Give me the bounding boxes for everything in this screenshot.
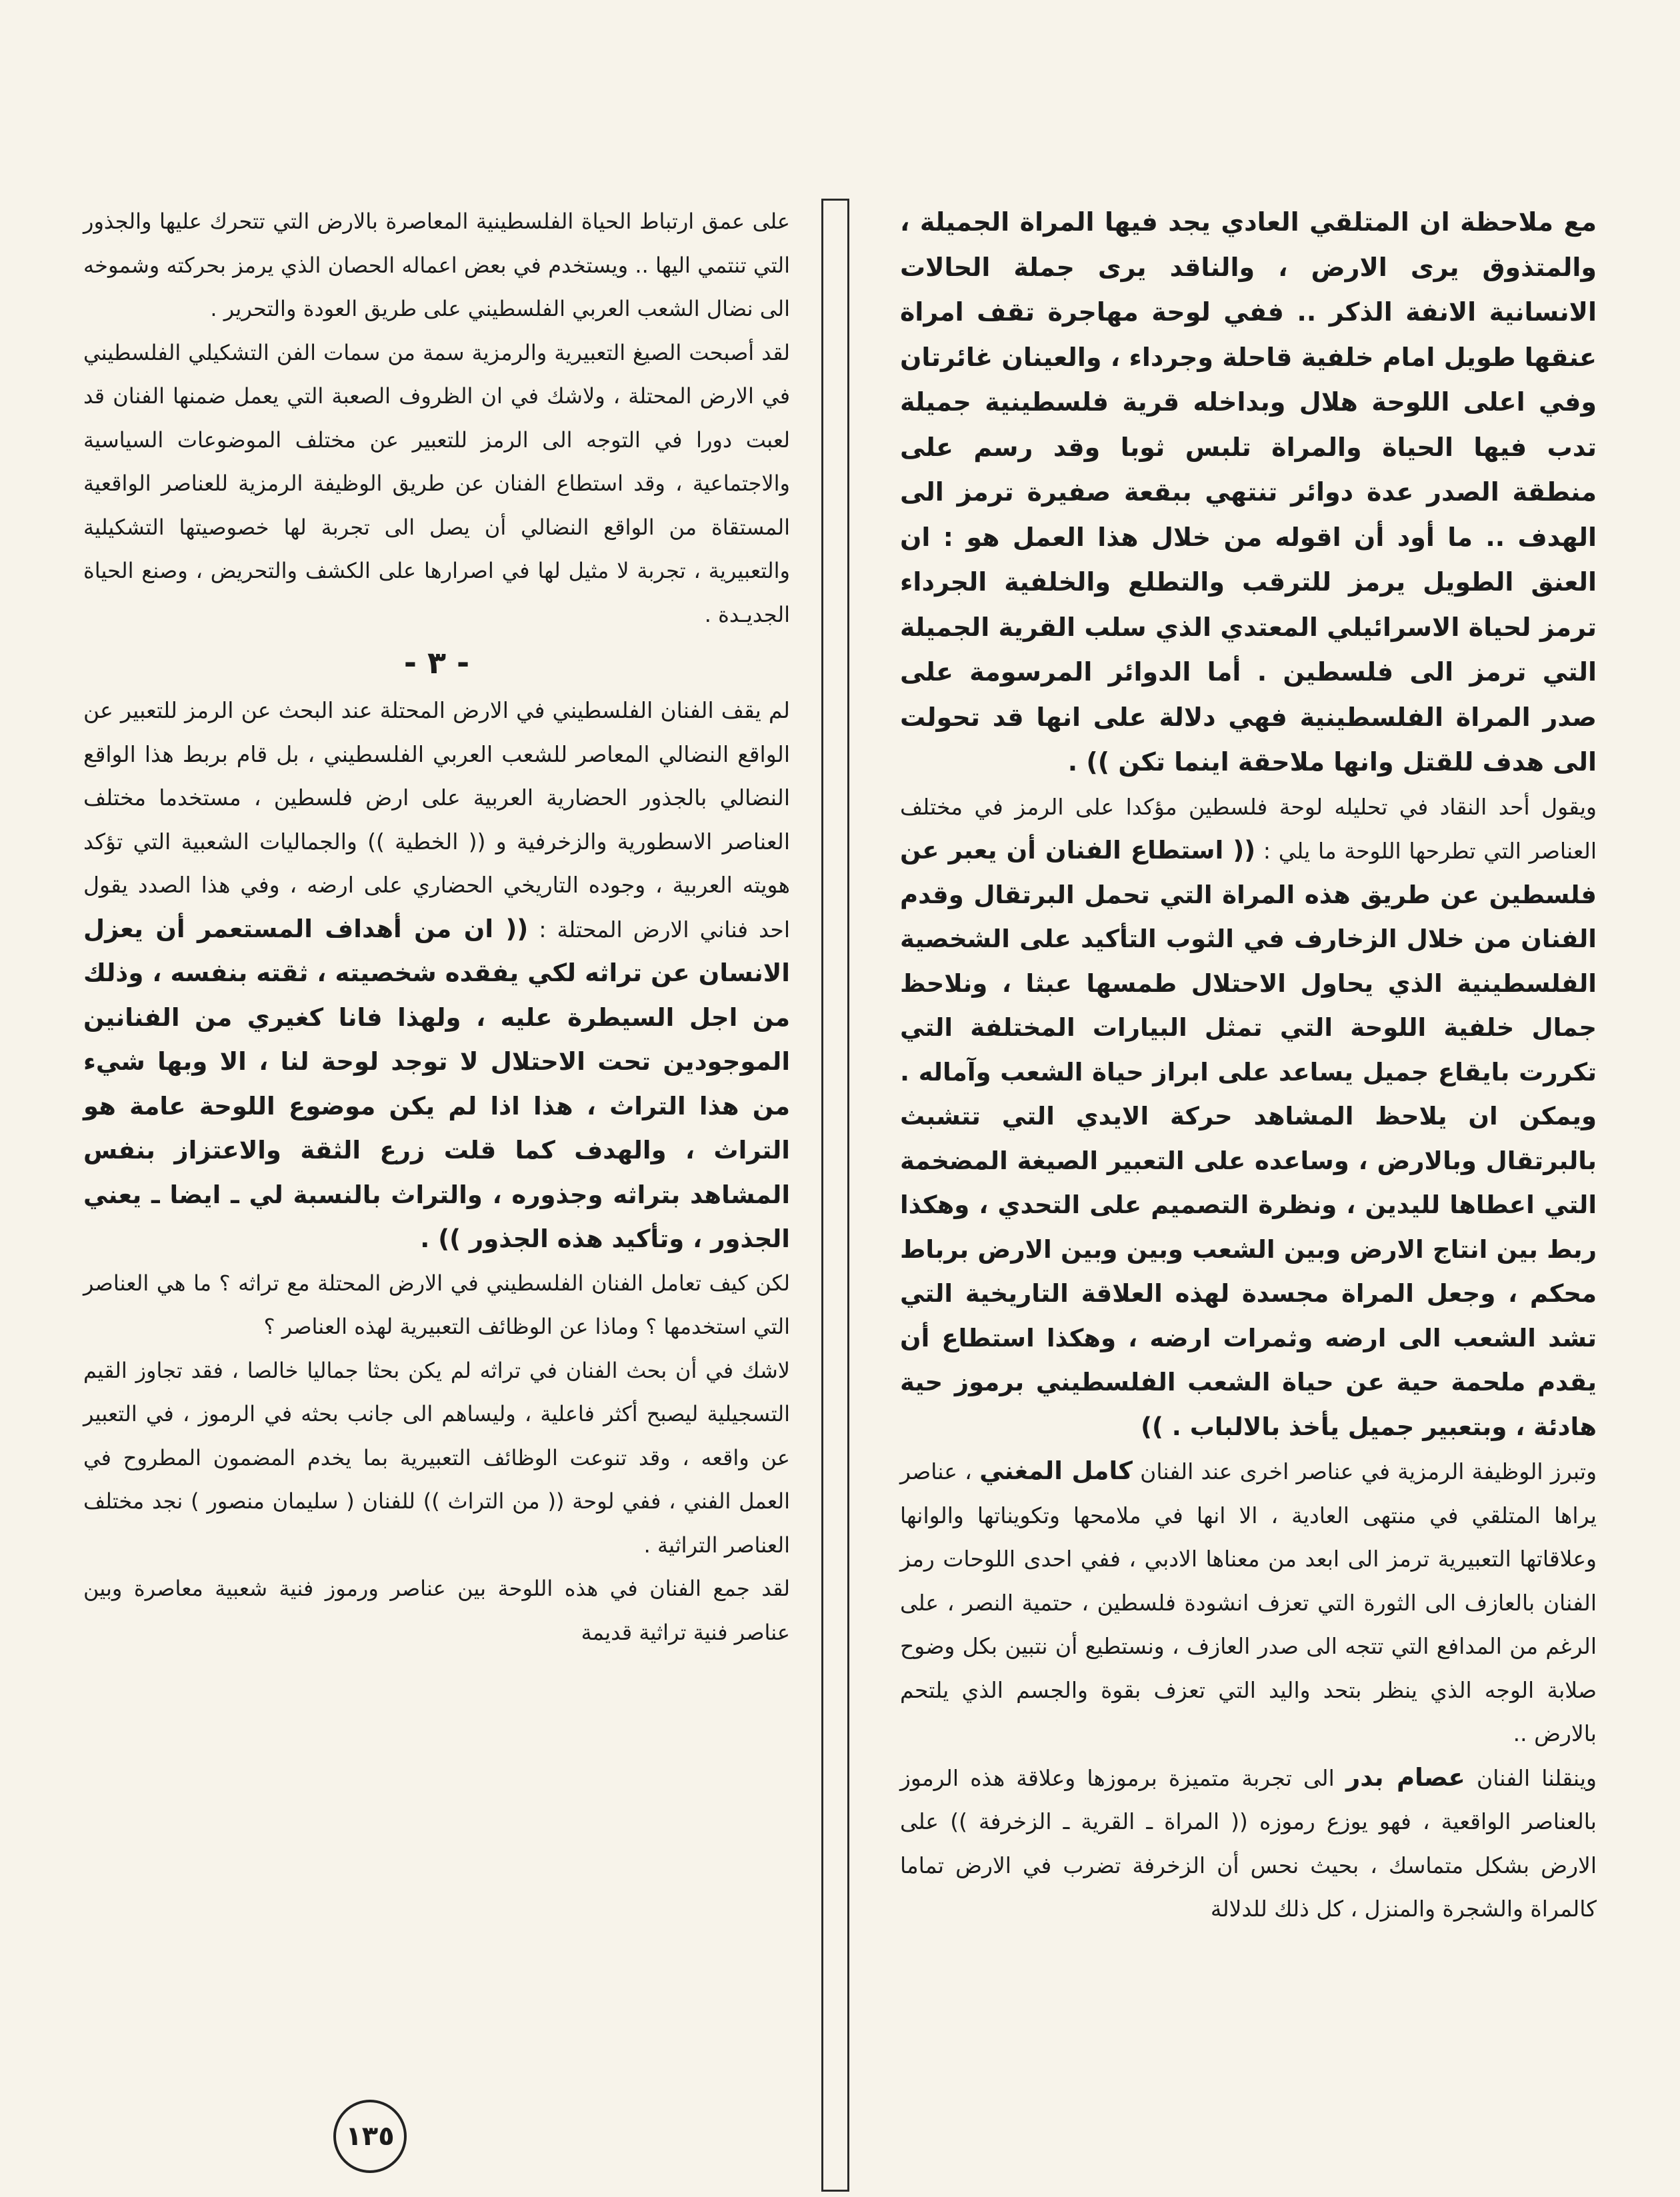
left-paragraph-3-intro: لم يقف الفنان الفلسطيني في الارض المحتلة عند البحث عن الرمز للتعبير عن الواقع النضالي المعاصر للشعب العربي الفلسطيني ، بل قام بربط هذا الواقع النضالي بالجذور الحضارية العربية على ارض فلسطين ، مستخدما مختلف العناصر الاسطورية والزخرفية و (( الخطية )) والجماليات الشعبية التي تؤكد هويته العربية ، وجوده التاريخي الحضاري على ارضه ، وفي هذا الصدد يقول احد فناني الارض المحتلة : — [83, 697, 790, 943]
page-number: ١٣٥ — [333, 2100, 407, 2173]
left-paragraph-2: لقد أصبحت الصيغ التعبيرية والرمزية سمة من سمات الفن التشكيلي الفلسطيني في الارض المحتلة ، ولاشك في ان الظروف الصعبة التي يعمل ضمنها الفنان قد لعبت دورا في التوجه الى الرمز للتعبير عن مختلف الموضوعات السياسية والاجتماعية ، وقد استطاع الفنان عن طريق الوظيفة الرمزية للعناصر الواقعية المستقاة من الواقع النضالي أن يصل الى تجربة لها خصوصيتها التشكيلية والتعبيرية ، تجربة لا مثيل لها في اصرارها على الكشف والتحريض ، وصنع الحياة الجديـدة . — [83, 339, 790, 627]
right-paragraph-4-rest: الى تجربة متميزة برموزها وعلاقة هذه الرموز بالعناصر الواقعية ، فهو يوزع رموزه (( المراة ـ القرية ـ الزخرفة )) على الارض بشكل متماسك ، بحيث نحس أن الزخرفة تضرب في الارض تماما كالمراة والشجرة والمنزل ، كل ذلك للدلالة — [900, 1764, 1597, 1922]
artist-name-issam: عصام بدر — [1345, 1762, 1465, 1792]
right-paragraph-2-quote: (( استطاع الفنان أن يعبر عن فلسطين عن طريق هذه المراة التي تحمل البرتقال وقدم الفنان من خلال الزخارف في الثوب التأكيد على الشخصية الفلسطينية الذي يحاول الاحتلال طمسها عبثا ، ونلاحظ جمال خلفية اللوحة التي تمثل البيارات المختلفة التي تكررت بايقاع جميل يساعد على ابراز حياة الشعب وآماله . ويمكن ان يلاحظ المشاهد حركة الايدي التي تتشبث بالبرتقال وبالارض ، وساعده على التعبير الصيغة المضخمة التي اعطاها لليدين ، ونظرة التصميم على التحدي ، وهكذا ربط بين انتاج الارض وبين الشعب وبين وبين الارض برباط محكم ، وجعل المراة مجسدة لهذه العلاقة التاريخية التي تشد الشعب الى ارضه وثمرات ارضه ، وهكذا استطاع أن يقدم ملحمة حية عن حياة الشعب الفلسطيني برموز حية هادئة ، وبتعبير جميل يأخذ بالالباب . )) — [900, 836, 1597, 1441]
left-paragraph-4: لكن كيف تعامل الفنان الفلسطيني في الارض المحتلة مع تراثه ؟ ما هي العناصر التي استخدمها ؟ وماذا عن الوظائف التعبيرية لهذه العناصر ؟ — [83, 1270, 790, 1339]
column-separator — [821, 199, 849, 2192]
left-paragraph-1: على عمق ارتباط الحياة الفلسطينية المعاصرة بالارض التي تتحرك عليها والجذور التي تنتمي اليها .. ويستخدم في بعض اعماله الحصان الذي يرمز بحركته وشموخه الى نضال الشعب العربي الفلسطيني على طريق العودة والتحرير . — [83, 209, 790, 321]
right-paragraph-2 — [900, 785, 1597, 1450]
left-paragraph-6: لقد جمع الفنان في هذه اللوحة بين عناصر ورموز فنية شعبية معاصرة وبين عناصر فنية تراثية قديمة — [83, 1576, 790, 1645]
left-paragraph-3-quote: (( ان من أهداف المستعمر أن يعزل الانسان عن تراثه لكي يفقده شخصيته ، ثقته بنفسه ، وذلك من اجل السيطرة عليه ، ولهذا فانا كغيري من الفنانين الموجودين تحت الاحتلال لا توجد لوحة لنا ، الا وبها شيء من هذا التراث ، هذا اذا لم يكن موضوع اللوحة عامة هو التراث ، والهدف كما قلت زرع الثقة والاعتزاز بنفس المشاهد بتراثه وجذوره ، والتراث بالنسبة لي ـ ايضا ـ يعني الجذور ، وتأكيد هذه الجذور )) . — [83, 914, 790, 1253]
right-paragraph-3-start: وتبرز الوظيفة الرمزية في عناصر اخرى عند الفنان — [1140, 1458, 1597, 1484]
left-paragraph-5: لاشك في أن بحث الفنان في تراثه لم يكن بحثا جماليا خالصا ، فقد تجاوز القيم التسجيلية ليصبح أكثر فاعلية ، وليساهم الى جانب بحثه في الرموز ، في التعبير عن واقعه ، وقد تنوعت الوظائف التعبيرية بما يخدم المضمون المطروح في العمل الفني ، ففي لوحة (( من التراث )) للفنان ( سليمان منصور ) نجد مختلف العناصر التراثية . — [83, 1357, 790, 1558]
right-paragraph-1: مع ملاحظة ان المتلقي العادي يجد فيها المراة الجميلة ، والمتذوق يرى الارض ، والناقد يرى جملة الحالات الانسانية الانفة الذكر .. ففي لوحة مهاجرة تقف امراة عنقها طويل امام خلفية قاحلة وجرداء ، والعينان غائرتان وفي اعلى اللوحة هلال وبداخله قرية فلسطينية جميلة تدب فيها الحياة والمراة تلبس ثوبا وقد رسم على منطقة الصدر عدة دوائر تنتهي ببقعة صفيرة ترمز الى الهدف .. ما أود أن اقوله من خلال هذا العمل هو : ان العنق الطويل يرمز للترقب والتطلع والخلفية الجرداء ترمز لحياة الاسرائيلي المعتدي الذي سلب القرية الجميلة التي ترمز الى فلسطين . أما الدوائر المرسومة على صدر المراة الفلسطينية فهي دلالة على انها قد تحولت الى هدف للقتل وانها ملاحقة اينما تكن )) . — [900, 207, 1597, 777]
artist-name-kamel: كامل المغني — [979, 1456, 1133, 1485]
section-marker: - ٣ - — [403, 645, 470, 681]
right-paragraph-4-start: وينقلنا الفنان — [1476, 1764, 1597, 1791]
right-column — [900, 200, 1597, 1931]
right-paragraph-4 — [900, 1756, 1597, 1931]
right-paragraph-3 — [900, 1449, 1597, 1756]
right-paragraph-2-intro: ويقول أحد النقاد في تحليله لوحة فلسطين مؤكدا على الرمز في مختلف العناصر التي تطرحها اللوحة ما يلي : — [900, 793, 1597, 864]
left-column — [83, 200, 790, 1654]
left-paragraph-3 — [83, 689, 790, 1262]
right-paragraph-3-rest: ، عناصر يراها المتلقي في منتهى العادية ، الا انها في ملامحها وتكويناتها والوانها وعلاقاتها التعبيرية ترمز الى ابعد من معناها الادبي ، ففي احدى اللوحات رمز الفنان بالعازف الى الثورة التي تعزف انشودة فلسطين ، حتمية النصر ، على الرغم من المدافع التي تتجه الى صدر العازف ، ونستطيع أن نتبين بكل وضوح صلابة الوجه الذي ينظر بتحد واليد التي تعزف بقوة والجسم الذي يلتحم بالارض .. — [900, 1458, 1597, 1746]
